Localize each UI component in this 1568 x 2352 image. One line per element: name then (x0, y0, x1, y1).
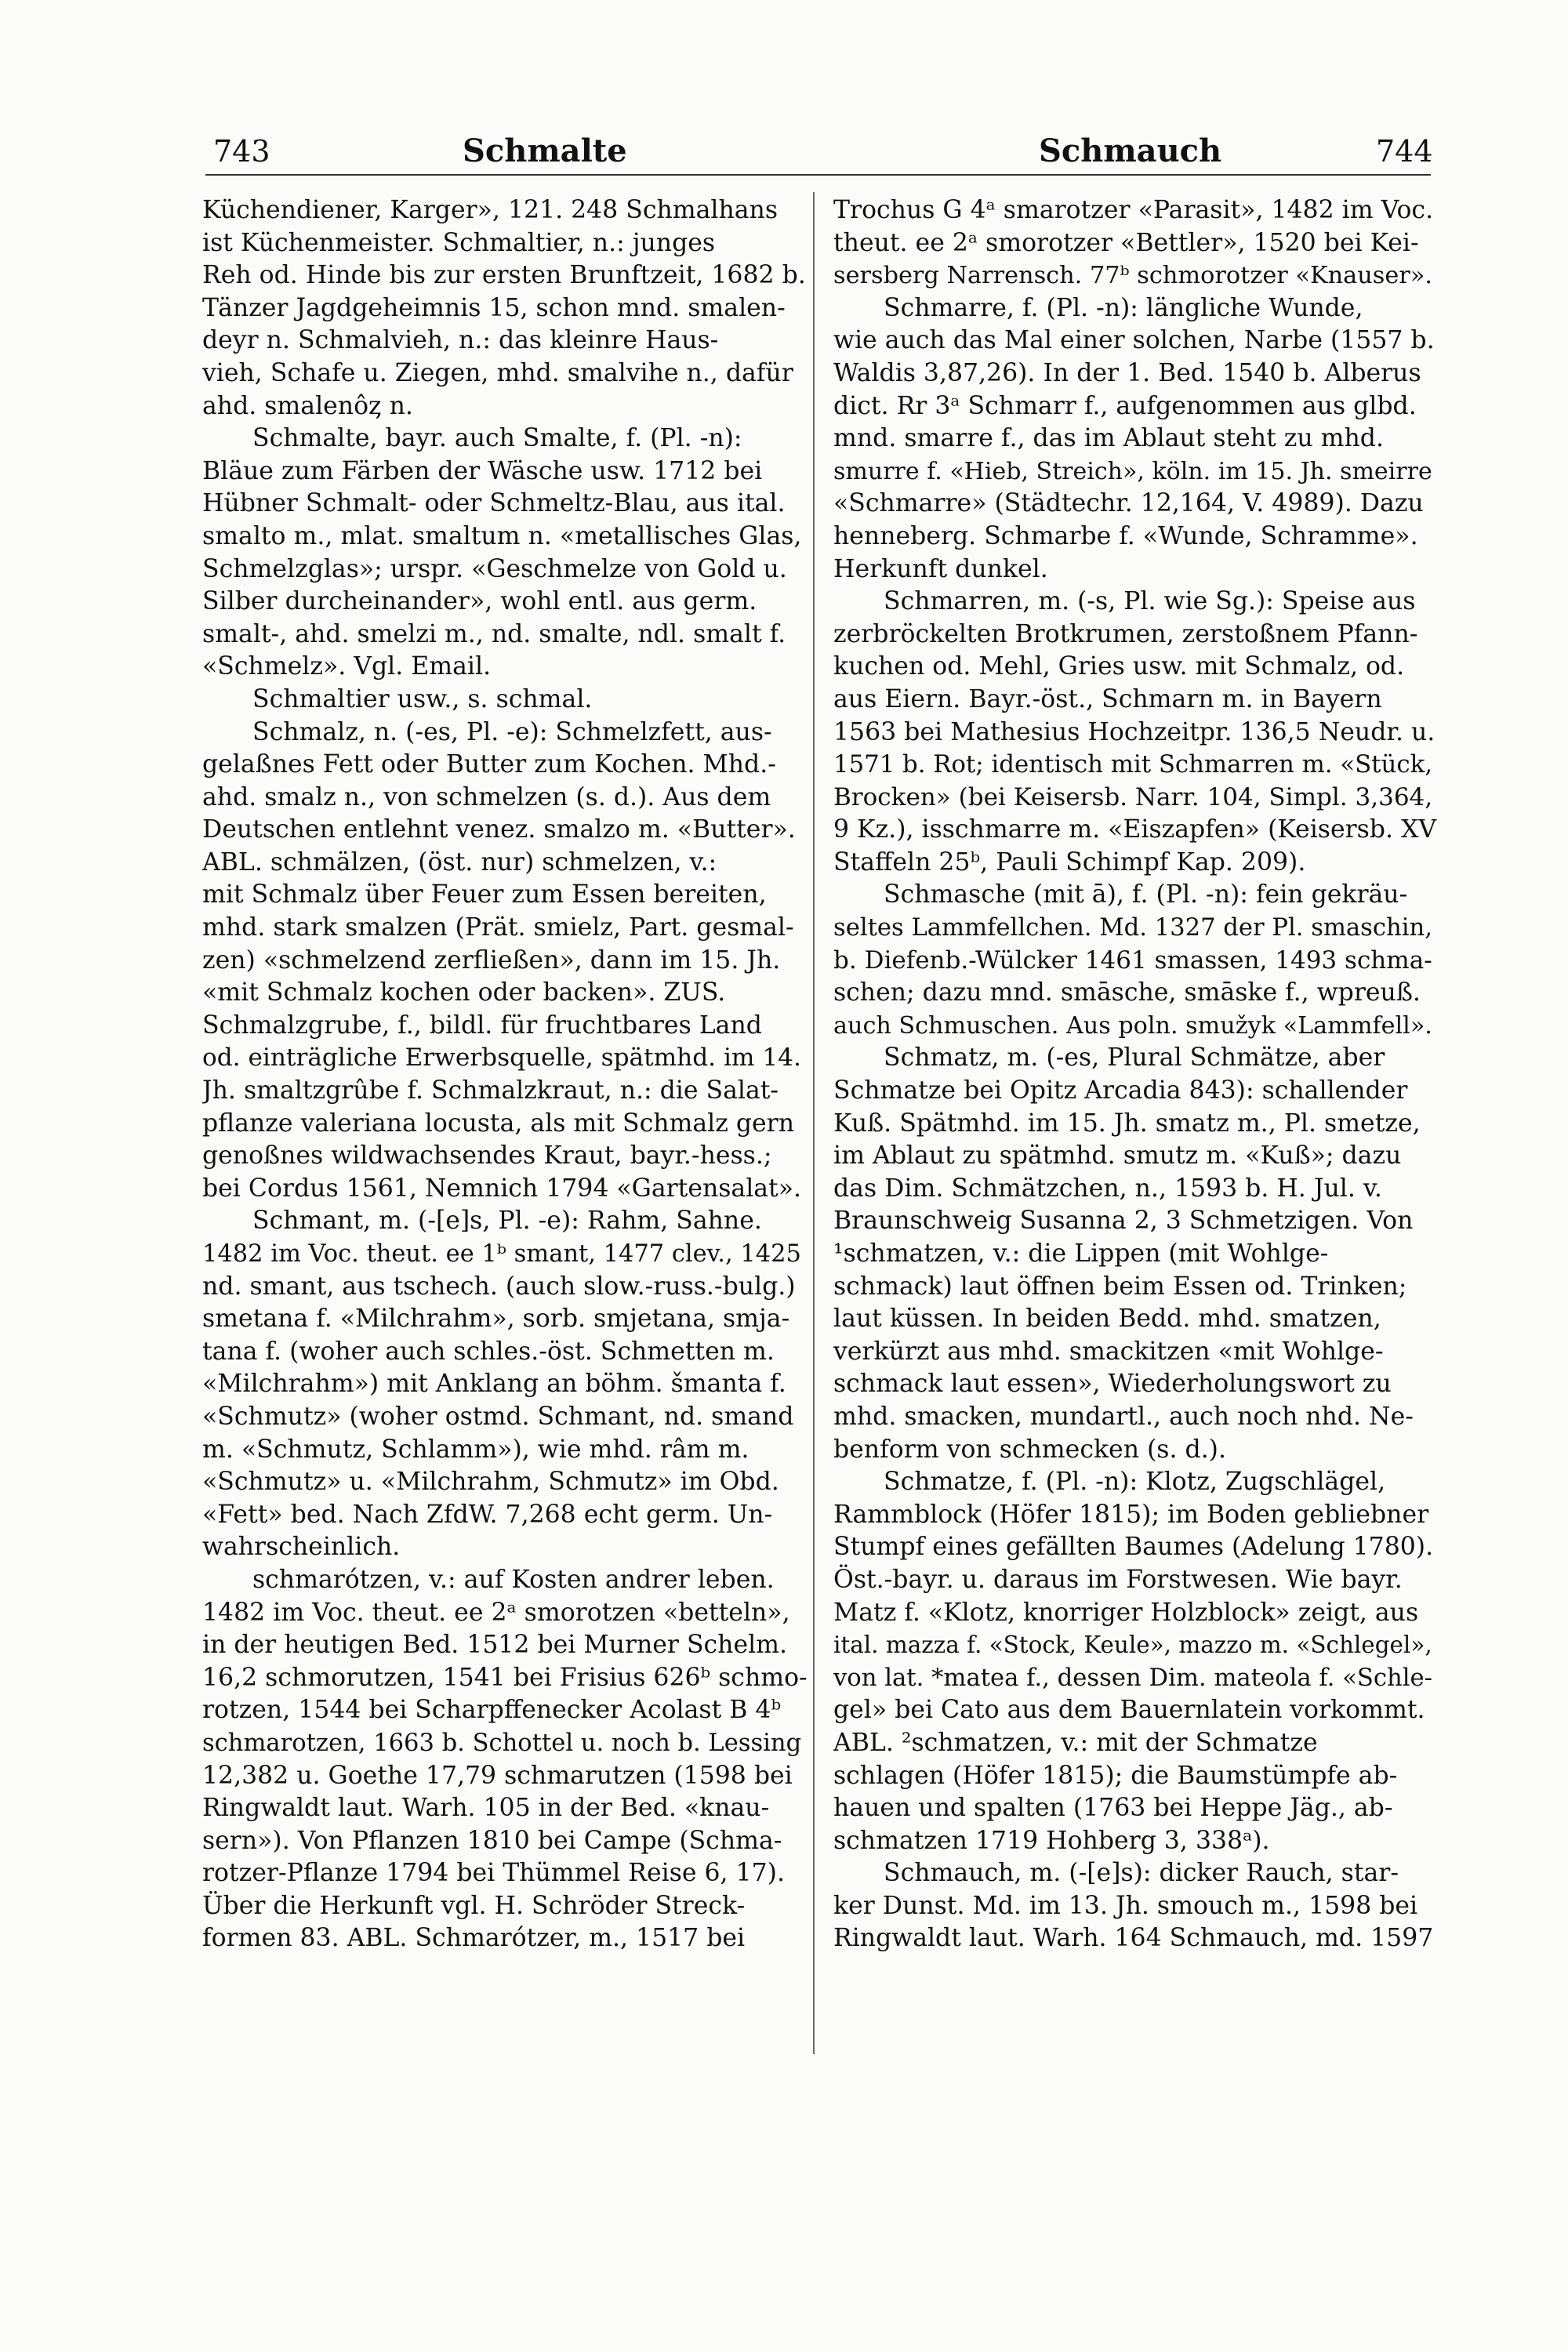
text-line: gel» bei Cato aus dem Bauernlatein vorkommt. (833, 1696, 1425, 1725)
text-line: smurre f. «Hieb, Streich», köln. im 15. Jh. smeirre (833, 457, 1432, 485)
text-line: Hübner Schmalt- oder Schmeltz-Blau, aus ital. (202, 489, 786, 518)
text-line: od. einträgliche Erwerbsquelle, spätmhd. im 14. (202, 1044, 801, 1073)
text-line: ABL. ²schmatzen, v.: mit der Schmatze (833, 1728, 1318, 1757)
text-line: Ringwaldt laut. Warh. 164 Schmauch, md. 1597 (833, 1924, 1434, 1953)
text-line: Jh. smaltzgrûbe f. Schmalzkraut, n.: die Salat- (202, 1076, 779, 1105)
text-line: mhd. stark smalzen (Prät. smielz, Part. gesmal- (202, 913, 794, 942)
text-line: zerbröckelten Brotkrumen, zerstoßnem Pfann- (833, 619, 1418, 648)
text-line: mnd. smarre f., das im Ablaut steht zu mhd. (833, 424, 1384, 453)
text-line: ahd. smalenôȥ n. (202, 391, 413, 420)
text-line: genoßnes wildwachsendes Kraut, bayr.-hess.; (202, 1142, 772, 1171)
text-line: Silber durcheinander», wohl entl. aus germ. (202, 587, 757, 616)
text-line: 1482 im Voc. theut. ee 1ᵇ smant, 1477 clev., 1425 (202, 1240, 801, 1268)
entry-start-line: Schmatze, f. (Pl. -n): Klotz, Zugschlägel, (884, 1468, 1386, 1497)
text-line: Reh od. Hinde bis zur ersten Brunftzeit, 1682 b. (202, 261, 806, 290)
text-line: schlagen (Höfer 1815); die Baumstümpfe ab- (833, 1761, 1398, 1790)
entry-start-line: Schmalz, n. (-es, Pl. -e): Schmelzfett, aus- (252, 717, 772, 746)
text-line: in der heutigen Bed. 1512 bei Murner Schelm. (202, 1631, 788, 1660)
text-line: 1571 b. Rot; identisch mit Schmarren m. «Stück, (833, 750, 1432, 779)
text-line: rotzer-Pflanze 1794 bei Thümmel Reise 6, 17). (202, 1859, 785, 1888)
text-line: Rammblock (Höfer 1815); im Boden gebliebner (833, 1500, 1429, 1529)
text-line: «Milchrahm») mit Anklang an böhm. šmanta f. (202, 1370, 786, 1399)
text-line: von lat. *matea f., dessen Dim. mateola f. «Schle- (833, 1664, 1433, 1692)
text-line: wahrscheinlich. (202, 1533, 401, 1562)
text-line: schmatzen 1719 Hohberg 3, 338ᵃ). (833, 1826, 1270, 1855)
text-line: smetana f. «Milchrahm», sorb. smjetana, smja- (202, 1305, 790, 1334)
text-line: Trochus G 4ᵃ smarotzer «Parasit», 1482 im Voc. (833, 196, 1434, 224)
entry-start-line: schmarótzen, v.: auf Kosten andrer leben. (252, 1565, 775, 1594)
text-line: 12,382 u. Goethe 17,79 schmarutzen (1598 bei (202, 1761, 793, 1790)
text-line: dict. Rr 3ᵃ Schmarr f., aufgenommen aus glbd. (833, 391, 1417, 420)
text-line: «Fett» bed. Nach ZfdW. 7,268 echt germ. Un- (202, 1500, 773, 1529)
text-line: «mit Schmalz kochen oder backen». ZUS. (202, 978, 726, 1007)
text-line: mhd. smacken, mundartl., auch noch nhd. Ne- (833, 1402, 1414, 1431)
text-line: theut. ee 2ᵃ smorotzer «Bettler», 1520 bei Kei- (833, 228, 1419, 257)
text-line: «Schmarre» (Städtechr. 12,164, V. 4989). Dazu (833, 489, 1424, 518)
entry-start-line: Schmarre, f. (Pl. -n): längliche Wunde, (884, 293, 1363, 322)
text-line: ahd. smalz n., von schmelzen (s. d.). Aus dem (202, 782, 771, 811)
entry-start-line: Schmalte, bayr. auch Smalte, f. (Pl. -n): (252, 424, 742, 453)
entry-start-line: Schmauch, m. (-[e]s): dicker Rauch, star- (884, 1859, 1399, 1888)
text-line: Bläue zum Färben der Wäsche usw. 1712 bei (202, 456, 763, 485)
text-line: laut küssen. In beiden Bedd. mhd. smatzen, (833, 1305, 1381, 1334)
text-line: deyr n. Schmalvieh, n.: das kleinre Haus- (202, 326, 719, 355)
left-page-number: 743 (213, 134, 270, 169)
text-line: Öst.-bayr. u. daraus im Forstwesen. Wie bayr. (833, 1565, 1403, 1594)
text-line: 9 Kz.), isschmarre m. «Eiszapfen» (Keisersb. XV (833, 815, 1437, 844)
text-line: Über die Herkunft vgl. H. Schröder Streck- (202, 1891, 746, 1920)
text-line: Staffeln 25ᵇ, Pauli Schimpf Kap. 209). (833, 848, 1306, 877)
text-line: nd. smant, aus tschech. (auch slow.-russ.-bulg.) (202, 1272, 796, 1301)
entry-start-line: Schmarren, m. (-s, Pl. wie Sg.): Speise aus (884, 587, 1416, 616)
right-column (833, 194, 1439, 1955)
text-line: Waldis 3,87,26). In der 1. Bed. 1540 b. Alberus (833, 358, 1421, 387)
text-line: schen; dazu mnd. smāsche, smāske f., wpreuß. (833, 978, 1421, 1007)
text-line: schmarotzen, 1663 b. Schottel u. noch b. Lessing (202, 1729, 802, 1757)
text-line: «Schmutz» (woher ostmd. Schmant, nd. smand (202, 1402, 794, 1431)
text-line: pflanze valeriana locusta, als mit Schmalz gern (202, 1109, 795, 1138)
text-line: «Schmutz» u. «Milchrahm, Schmutz» im Obd. (202, 1468, 779, 1497)
text-line: Herkunft dunkel. (833, 554, 1048, 583)
text-line: das Dim. Schmätzchen, n., 1593 b. H. Jul. v. (833, 1174, 1382, 1203)
text-line: seltes Lammfellchen. Md. 1327 der Pl. smaschin, (833, 914, 1432, 942)
entry-start-line: Schmasche (mit ā), f. (Pl. -n): fein gekräu- (884, 880, 1408, 909)
text-line: auch Schmuschen. Aus poln. smužyk «Lammfell». (833, 1011, 1432, 1040)
column-divider (813, 192, 815, 2054)
text-line: aus Eiern. Bayr.-öst., Schmarn m. in Bayern (833, 684, 1382, 713)
text-line: tana f. (woher auch schles.-öst. Schmetten m. (202, 1337, 775, 1366)
text-line: wie auch das Mal einer solchen, Narbe (1557 b. (833, 326, 1435, 355)
text-line: Schmalzgrube, f., bildl. für fruchtbares Land (202, 1011, 762, 1040)
entry-start-line: Schmatz, m. (-es, Plural Schmätze, aber (884, 1044, 1385, 1073)
text-line: verkürzt aus mhd. smackitzen «mit Wohlge- (833, 1337, 1384, 1366)
text-line: Braunschweig Susanna 2, 3 Schmetzigen. Von (833, 1207, 1414, 1236)
text-line: Brocken» (bei Keisersb. Narr. 104, Simpl. 3,364, (833, 782, 1433, 811)
text-line: b. Diefenb.-Wülcker 1461 smassen, 1493 schma- (833, 946, 1432, 975)
left-column (202, 194, 808, 1955)
text-line: ¹schmatzen, v.: die Lippen (mit Wohlge- (833, 1240, 1329, 1268)
text-line: sersberg Narrensch. 77ᵇ schmorotzer «Knauser». (833, 262, 1432, 290)
text-line: rotzen, 1544 bei Scharpffenecker Acolast B 4ᵇ (202, 1696, 782, 1725)
right-running-head: Schmauch (1039, 132, 1222, 169)
text-line: Kuß. Spätmhd. im 15. Jh. smatz m., Pl. smetze, (833, 1109, 1421, 1138)
text-line: ker Dunst. Md. im 13. Jh. smouch m., 1598 bei (833, 1891, 1418, 1920)
text-line: sern»). Von Pflanzen 1810 bei Campe (Schma- (202, 1826, 782, 1855)
text-line: 1482 im Voc. theut. ee 2ᵃ smorotzen «betteln», (202, 1598, 790, 1627)
entry-start-line: Schmaltier usw., s. schmal. (252, 684, 593, 713)
text-line: Ringwaldt laut. Warh. 105 in der Bed. «knau- (202, 1794, 770, 1823)
text-line: hauen und spalten (1763 bei Heppe Jäg., ab- (833, 1794, 1393, 1823)
text-line: vieh, Schafe u. Ziegen, mhd. smalvihe n., dafür (202, 358, 793, 387)
text-line: «Schmelz». Vgl. Email. (202, 652, 492, 681)
text-line: 1563 bei Mathesius Hochzeitpr. 136,5 Neudr. u. (833, 717, 1436, 746)
text-line: ABL. schmälzen, (öst. nur) schmelzen, v.: (202, 848, 717, 877)
text-line: bei Cordus 1561, Nemnich 1794 «Gartensalat». (202, 1174, 801, 1203)
text-line: mit Schmalz über Feuer zum Essen bereiten, (202, 880, 767, 909)
text-line: schmack) laut öffnen beim Essen od. Trinken; (833, 1272, 1407, 1301)
text-line: Schmelzglas»; urspr. «Geschmelze von Gold u. (202, 554, 787, 583)
text-line: smalt-, ahd. smelzi m., nd. smalte, ndl. smalt f. (202, 619, 786, 648)
text-line: kuchen od. Mehl, Gries usw. mit Schmalz, od. (833, 652, 1405, 681)
left-running-head: Schmalte (463, 132, 627, 169)
text-line: formen 83. ABL. Schmarótzer, m., 1517 bei (202, 1924, 746, 1953)
text-line: henneberg. Schmarbe f. «Wunde, Schramme». (833, 521, 1418, 550)
text-line: Tänzer Jagdgeheimnis 15, schon mnd. smalen- (202, 293, 786, 322)
entry-start-line: Schmant, m. (-[e]s, Pl. -e): Rahm, Sahne. (252, 1207, 762, 1236)
text-line: zen) «schmelzend zerfließen», dann im 15. Jh. (202, 946, 781, 975)
right-page-number: 744 (1376, 134, 1433, 169)
header-rule (205, 174, 1431, 176)
text-line: m. «Schmutz, Schlamm»), wie mhd. râm m. (202, 1435, 750, 1464)
text-line: schmack laut essen», Wiederholungswort zu (833, 1370, 1392, 1399)
text-line: gelaßnes Fett oder Butter zum Kochen. Mhd.- (202, 750, 776, 779)
text-line: im Ablaut zu spätmhd. smutz m. «Kuß»; dazu (833, 1142, 1402, 1171)
text-line: ital. mazza f. «Stock, Keule», mazzo m. «Schlegel», (833, 1632, 1432, 1659)
text-line: benform von schmecken (s. d.). (833, 1435, 1226, 1464)
text-line: smalto m., mlat. smaltum n. «metallisches Glas, (202, 521, 802, 550)
text-line: ist Küchenmeister. Schmaltier, n.: junges (202, 228, 716, 257)
text-line: Schmatze bei Opitz Arcadia 843): schallender (833, 1076, 1408, 1105)
text-line: Deutschen entlehnt venez. smalzo m. «Butter». (202, 815, 796, 844)
text-line: Stumpf eines gefällten Baumes (Adelung 1780). (833, 1533, 1434, 1562)
text-line: 16,2 schmorutzen, 1541 bei Frisius 626ᵇ schmo- (202, 1663, 808, 1692)
text-line: Küchendiener, Karger», 121. 248 Schmalhans (202, 196, 778, 224)
text-line: Matz f. «Klotz, knorriger Holzblock» zeigt, aus (833, 1598, 1419, 1627)
